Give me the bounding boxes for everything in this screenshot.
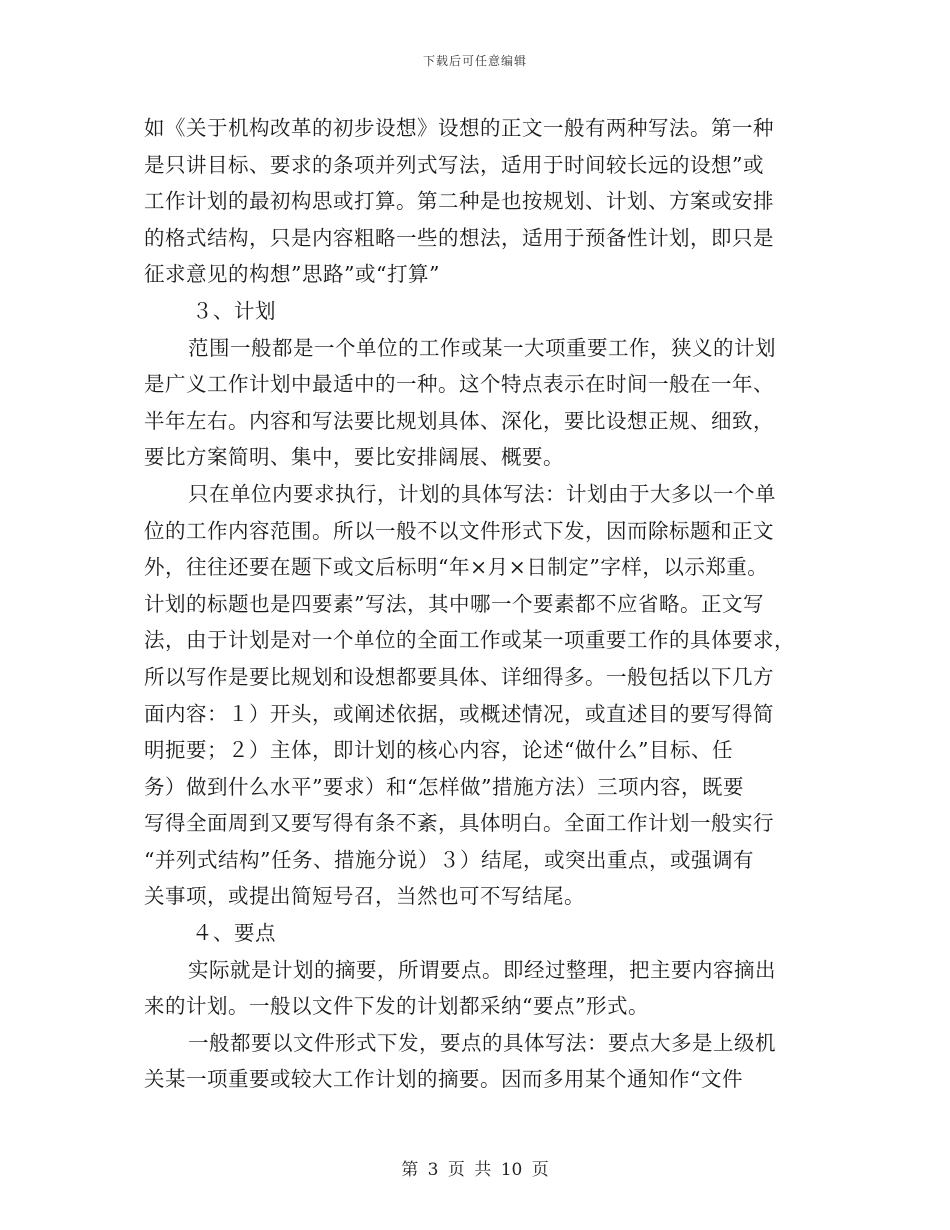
- body-line: 来的计划。一般以文件下发的计划都采纳“要点”形式。: [144, 994, 649, 1019]
- body-line: 如《关于机构改革的初步设想》设想的正文一般有两种写法。第一种: [144, 116, 774, 140]
- body-line: 半年左右。内容和写法要比规划具体、深化，要比设想正规、细致，: [144, 408, 774, 433]
- body-line: 关事项，或提出简短号召，当然也可不写结尾。: [144, 884, 585, 909]
- section-heading-4: ４、要点: [192, 921, 276, 946]
- body-line: 外，往往还要在题下或文后标明“年×月×日制定”字样，以示郑重。: [144, 555, 769, 580]
- section-heading-3: ３、计划: [192, 298, 276, 323]
- body-line: 所以写作是要比规划和设想都要具体、详细得多。一般包括以下几方: [144, 664, 774, 689]
- body-line: 工作计划的最初构思或打算。第二种是也按规划、计划、方案或安排: [144, 189, 774, 214]
- body-line: 写得全面周到又要写得有条不紊，具体明白。全面工作计划一般实行: [144, 811, 774, 836]
- body-line: 是广义工作计划中最适中的一种。这个特点表示在时间一般在一年、: [144, 372, 774, 397]
- body-line: 位的工作内容范围。所以一般不以文件形式下发，因而除标题和正文: [144, 518, 774, 543]
- body-line: 是只讲目标、要求的条项并列式写法，适用于时间较长远的设想”或: [144, 152, 764, 177]
- body-line: 面内容：１）开头，或阐述依据，或概述情况，或直述目的要写得简: [144, 701, 774, 726]
- paragraph-start: 只在单位内要求执行，计划的具体写法：计划由于大多以一个单: [188, 481, 776, 506]
- page-number-footer: 第 3 页 共 10 页: [401, 1160, 549, 1180]
- paragraph-start: 一般都要以文件形式下发，要点的具体写法：要点大多是上级机: [188, 1030, 776, 1055]
- paragraph-start: 范围一般都是一个单位的工作或某一大项重要工作，狭义的计划: [188, 335, 776, 360]
- body-line: 计划的标题也是四要素”写法，其中哪一个要素都不应省略。正文写: [144, 591, 764, 616]
- body-line: 的格式结构，只是内容粗略一些的想法，适用于预备性计划，即只是: [144, 225, 774, 250]
- body-line: 要比方案简明、集中，要比安排阔展、概要。: [144, 445, 564, 470]
- body-line: 务）做到什么水平”要求）和“怎样做”措施方法）三项内容，既要: [144, 774, 744, 799]
- body-line: 征求意见的构想”思路”或“打算”: [144, 262, 440, 287]
- body-line: 法，由于计划是对一个单位的全面工作或某一项重要工作的具体要求，: [144, 628, 795, 653]
- paragraph-start: 实际就是计划的摘要，所谓要点。即经过整理，把主要内容摘出: [188, 957, 776, 982]
- page-header: 下载后可任意编辑: [422, 54, 527, 68]
- document-body: [144, 110, 808, 1098]
- body-line: 关某一项重要或较大工作计划的摘要。因而多用某个通知作“文件: [144, 1067, 743, 1092]
- body-line: “并列式结构”任务、措施分说）３）结尾，或突出重点，或强调有: [144, 847, 754, 872]
- body-line: 明扼要；２）主体，即计划的核心内容，论述“做什么”目标、任: [144, 738, 733, 763]
